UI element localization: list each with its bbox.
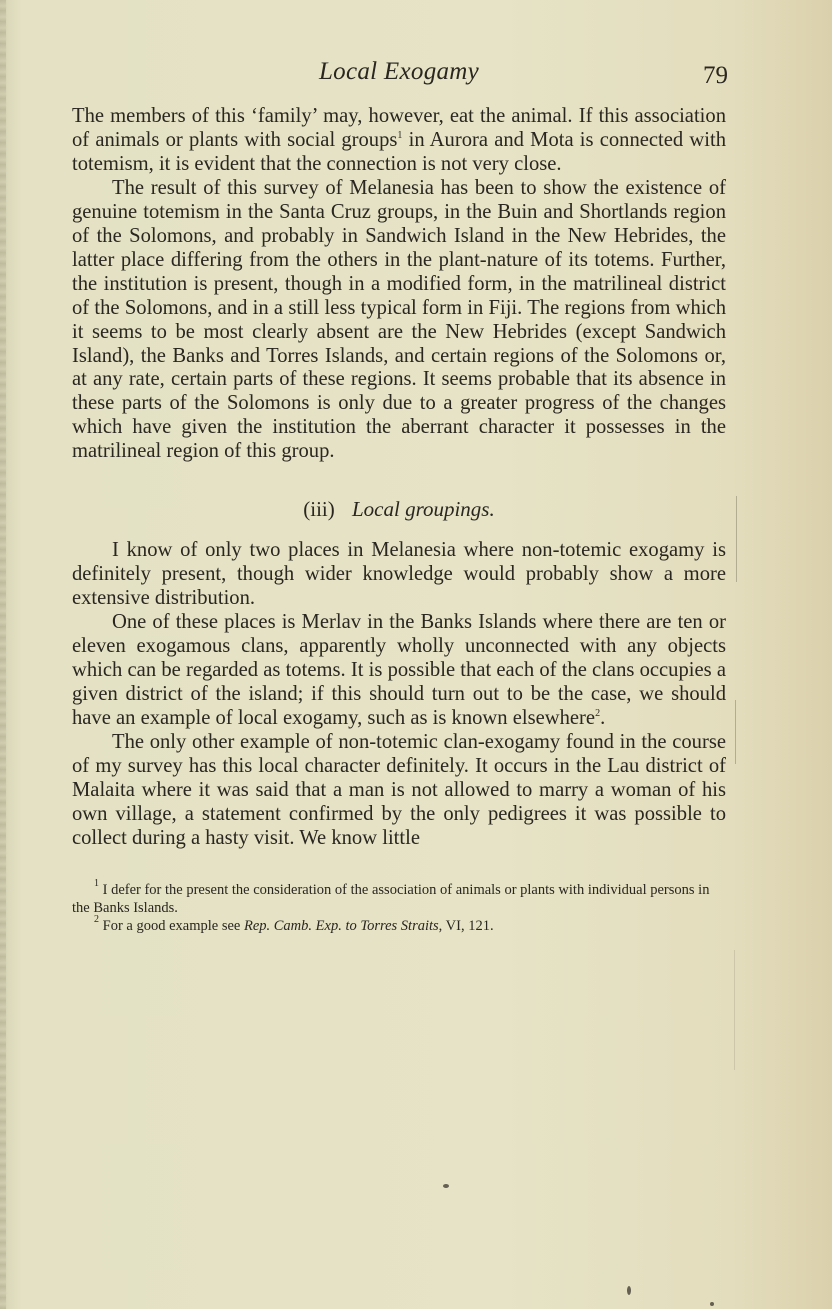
paragraph <box>72 611 726 731</box>
footnote-text: , VI, 121. <box>438 917 494 934</box>
margin-mark <box>734 950 735 1070</box>
footnote-1 <box>72 877 726 917</box>
margin-mark <box>735 700 736 764</box>
paragraph <box>72 105 726 177</box>
paragraph-text: The members of this ‘family’ may, however, eat the animal. If this association of animals or plants with social groups <box>72 105 726 151</box>
footnotes <box>72 877 726 935</box>
paragraph: The only other example of non-totemic clan-exogamy found in the course of my survey has this local character definitely. It occurs in the Lau district of Malaita where it was said that a man is not allowed to marry a woman of his own village, a statement confirmed by the only pedigrees it was possible to collect during a hasty visit. We know little <box>72 730 726 849</box>
ink-speck <box>627 1286 631 1295</box>
paragraph-text: One of these places is Merlav in the Banks Islands where there are ten or eleven exogamous clans, apparently wholly unconnected with any objects which can be regarded as totems. It is possible that each of the clans occupies a given district of the island; if this should turn out to be the case, we should have an example of local exogamy, such as is known elsewhere <box>72 611 726 729</box>
footnote-ref-2[interactable]: 2 <box>595 707 601 719</box>
paragraph-text: . <box>600 706 606 729</box>
running-head <box>72 58 726 98</box>
running-title: Local Exogamy <box>318 58 480 85</box>
body-text <box>72 105 726 851</box>
paragraph: The result of this survey of Melanesia has been to show the existence of genuine totemism in the Santa Cruz groups, in the Buin and Shortlands region of the Solomons, and probably in Sandwich Island in the New Hebrides, the latter place differing from the others in the plant-nature of its totems. Further, the institution is present, though in a modified form, in the matrilineal district of the Solomons, and in a still less typical form in Fiji. The regions from which it seems to be most clearly absent are the New Hebrides (except Sandwich Island), the Banks and Torres Islands, and certain regions of the Solomons or, at any rate, certain parts of these regions. It seems probable that its absence in these parts of the Solomons is only due to a greater progress of the changes which have given the institution the aberrant character it possesses in the matrilineal region of this group. <box>72 176 726 463</box>
footnote-2 <box>72 913 726 935</box>
citation-title: Rep. Camb. Exp. to Torres Straits <box>243 917 439 934</box>
footnote-ref-1[interactable]: 1 <box>397 129 403 141</box>
footnote-text: For a good example see <box>102 917 244 934</box>
paragraph: I know of only two places in Melanesia where non-totemic exogamy is definitely present, though wider knowledge would probably show a more extensive distribution. <box>72 539 726 610</box>
footnote-marker: 2 <box>94 913 99 925</box>
section-title: Local groupings. <box>352 497 495 522</box>
section-heading <box>72 498 726 522</box>
ink-speck <box>443 1184 449 1188</box>
footnote-marker: 1 <box>94 877 99 889</box>
section-number: (iii) <box>303 497 335 522</box>
book-spine-edge <box>0 0 6 1309</box>
margin-mark <box>736 496 737 582</box>
book-page <box>72 58 726 935</box>
footnote-text: I defer for the present the consideration of the association of animals or plants with individual persons in the Banks Islands. <box>72 881 710 916</box>
ink-speck <box>710 1302 714 1306</box>
paragraph-text: in Aurora and Mota is connected with totemism, it is evident that the connection is not very close. <box>72 128 726 175</box>
page-number: 79 <box>703 62 728 89</box>
